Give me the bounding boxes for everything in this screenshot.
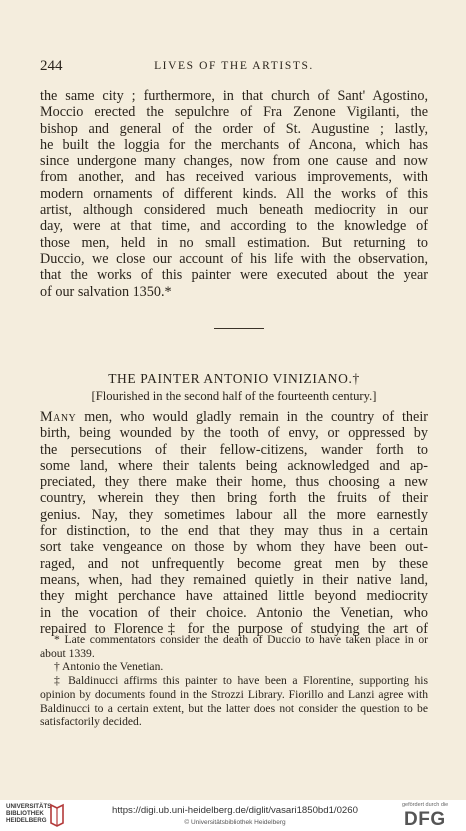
text-line: repaired to Florence‡ for the purpose of studying the art of xyxy=(40,620,428,637)
text-line: since undergone many changes, now from one cause and now xyxy=(40,153,428,170)
text-line: in the vocation of their choice. Antonio the Venetian, who xyxy=(40,604,428,621)
paragraph-antonio xyxy=(40,409,428,637)
section-subtitle: [Flourished in the second half of the fourteenth century.] xyxy=(91,389,377,403)
text-line: Duccio, we close our account of his life with the observation, xyxy=(40,250,428,267)
paragraph-duccio-end xyxy=(40,88,428,300)
text-line: those men, held in no small estimation. But returning to xyxy=(40,234,428,251)
text-line: from another, and has received various improvements, with xyxy=(40,169,428,186)
library-logo-icon xyxy=(48,803,66,827)
text-line: he built the loggia for the merchants of Ancona, which has xyxy=(40,136,428,153)
text-line: the same city ; furthermore, in that church of Sant' Agostino, xyxy=(40,88,428,104)
text-line: the persecutions of their fellow-citizens, wander forth to xyxy=(40,441,428,458)
dfg-logo: DFG xyxy=(404,809,446,830)
text-line: for distinction, to the end that they may thus in a certain xyxy=(40,523,428,540)
text-line: birth, being wounded by the tooth of envy, or oppressed by xyxy=(40,425,428,442)
running-title: LIVES OF THE ARTISTS. xyxy=(154,60,314,72)
text-line: artist, although considered much beneath mediocrity in our xyxy=(40,202,428,219)
copyright-text: © Universitätsbibliothek Heidelberg xyxy=(184,819,286,826)
section-title: THE PAINTER ANTONIO VINIZIANO.† xyxy=(108,371,360,386)
text-line: bishop and general of the order of St. Augustine ; lastly, xyxy=(40,120,428,137)
section-divider xyxy=(214,328,264,329)
text-line: sort take vengeance on those by whom they have been out- xyxy=(40,539,428,556)
text-line: country, wherein they then bring forth the fruits of their xyxy=(40,490,428,507)
text-line: some land, where their talents being acknowledged and ap- xyxy=(40,457,428,474)
text-line: genius. Nay, they sometimes labour all the more earnestly xyxy=(40,506,428,523)
text-line: day, were at that time, and according to the knowledge of xyxy=(40,218,428,235)
footnote: ‡ Baldinucci affirms this painter to have been a Florentine, supporting his opinion by documents found in the Strozzi Library. Fiorillo and Lanzi agree with Baldinucci to a certain extent, but the latter does not consider the question to be satisfactorily decided. xyxy=(40,674,428,729)
library-name: UNIVERSITÄTS- BIBLIOTHEK HEIDELBERG xyxy=(6,803,54,824)
page-url-link[interactable]: https://digi.ub.uni-heidelberg.de/diglit/vasari1850bd1/0260 xyxy=(112,805,358,816)
footnotes xyxy=(40,633,428,729)
text-line: Moccio erected the sepulchre of Fra Zenone Vigilanti, the xyxy=(40,104,428,121)
drop-lead-word: Many xyxy=(40,409,77,425)
footnote: * Late commentators consider the death of Duccio to have taken place in or about 1339. xyxy=(40,633,428,660)
text-line: modern ornaments of different kinds. All the works of this xyxy=(40,185,428,202)
funder-note: gefördert durch die xyxy=(402,802,449,808)
viewer-footer xyxy=(0,800,466,831)
text-line: of our salvation 1350.* xyxy=(40,283,172,300)
text-line: preciated, they there make their home, thus choosing a new xyxy=(40,474,428,491)
text-line: raged, and not unfrequently become great men by these xyxy=(40,555,428,572)
text-line: means, when, had they remained quietly in their native land, xyxy=(40,571,428,588)
text-line: that the works of this painter were executed about the year xyxy=(40,267,428,284)
page-number: 244 xyxy=(40,58,63,74)
footnote: † Antonio the Venetian. xyxy=(54,660,164,674)
text-line: they might perchance have attained little beyond mediocrity xyxy=(40,588,428,605)
text-line: Many men, who would gladly remain in the country of their xyxy=(40,409,428,425)
page-header xyxy=(40,58,428,74)
